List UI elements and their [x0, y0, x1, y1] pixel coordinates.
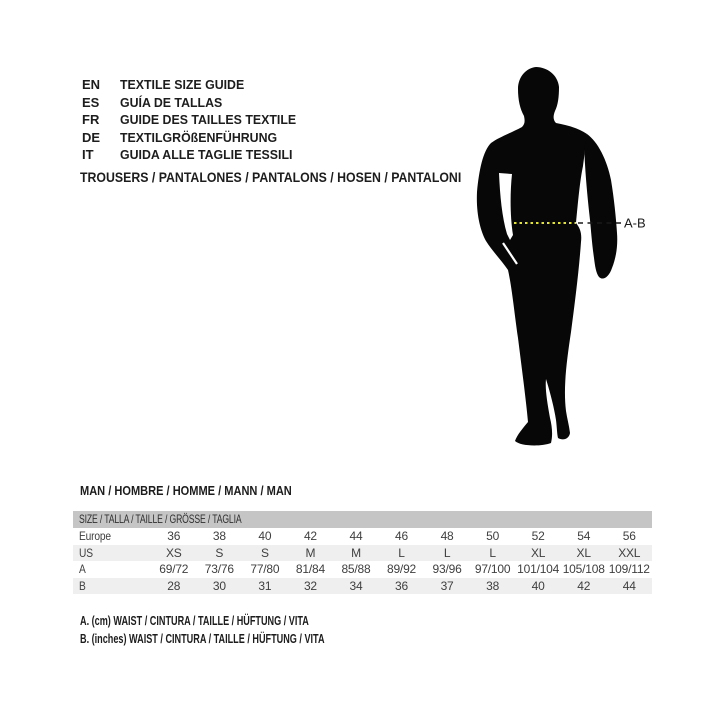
language-label: TEXTILGRÖßENFÜHRUNG [120, 129, 278, 145]
size-table-header: SIZE / TALLA / TAILLE / GRÖSSE / TAGLIA [73, 511, 652, 528]
size-table-cell: 54 [577, 529, 591, 543]
language-row [82, 146, 305, 164]
language-list [82, 76, 305, 164]
size-table-cell: 46 [395, 529, 408, 543]
size-table-cell: 69/72 [159, 562, 189, 576]
size-table-cell: 40 [531, 578, 545, 593]
size-table-cell: 42 [577, 578, 591, 593]
size-table-cell: 37 [440, 578, 454, 593]
size-table-row-label: Europe [79, 529, 111, 543]
language-label: GUIDE DES TAILLES TEXTILE [120, 112, 297, 127]
language-row [82, 76, 305, 94]
size-table-cell: S [260, 545, 269, 560]
size-table-cell: 93/96 [432, 562, 462, 576]
size-table-cell: XXL [618, 545, 641, 560]
size-table-cell: 52 [531, 529, 545, 543]
size-table-cell: 40 [258, 529, 272, 543]
table-section-title: MAN / HOMBRE / HOMME / MANN / MAN [80, 483, 292, 498]
size-table-cell: 101/104 [517, 562, 560, 576]
size-table-row-label: B [79, 578, 86, 593]
language-code: EN [82, 77, 101, 92]
size-table-cell: 50 [486, 529, 500, 543]
man-silhouette-path [477, 67, 587, 445]
language-row [82, 129, 305, 147]
size-table-cell: M [305, 545, 316, 560]
footnotes [80, 612, 429, 648]
size-table-cell: S [215, 545, 224, 560]
language-label: TEXTILE SIZE GUIDE [120, 77, 245, 92]
size-table-row [73, 561, 652, 578]
size-table-cell: 85/88 [341, 562, 371, 576]
size-table-cell: 73/76 [204, 562, 234, 576]
size-table-row [73, 578, 652, 595]
size-table-row [73, 528, 652, 545]
footnote-line: A. (cm) WAIST / CINTURA / TAILLE / HÜFTUNG / VITA [80, 613, 309, 628]
size-table [73, 511, 652, 594]
size-table-cell: XL [576, 545, 591, 560]
size-table-cell: 34 [349, 578, 363, 593]
size-table-cell: 42 [303, 529, 317, 543]
size-table-cell: L [489, 545, 496, 560]
size-table-row-label: US [79, 545, 93, 560]
man-silhouette-figure [440, 30, 680, 460]
size-table-cell: 48 [440, 529, 454, 543]
size-table-row [73, 545, 652, 562]
size-table-cell: 44 [622, 578, 636, 593]
size-table-cell: 77/80 [250, 562, 280, 576]
size-table-cell: 31 [258, 578, 272, 593]
size-table-cell: 30 [212, 578, 226, 593]
size-table-cell: 36 [167, 529, 181, 543]
size-table-cell: 38 [212, 529, 226, 543]
size-table-cell: 97/100 [474, 562, 511, 576]
size-table-cell: 81/84 [295, 562, 325, 576]
size-table-cell: L [443, 545, 451, 560]
size-table-cell: 28 [167, 578, 181, 593]
language-row [82, 111, 305, 129]
size-table-cell: 105/108 [562, 562, 605, 576]
waist-measure-label: A-B [624, 215, 646, 231]
language-code: FR [82, 112, 100, 127]
language-code: DE [82, 129, 101, 145]
language-label: GUÍA DE TALLAS [120, 94, 223, 110]
language-label: GUIDA ALLE TAGLIE TESSILI [120, 147, 293, 162]
man-silhouette-svg [440, 30, 680, 460]
size-table-cell: 36 [395, 578, 408, 593]
language-code: ES [82, 94, 100, 110]
size-table-cell: 38 [486, 578, 500, 593]
man-right-arm-path [585, 134, 618, 279]
language-row [82, 94, 305, 112]
size-table-cell: 32 [303, 578, 317, 593]
size-table-cell: 109/112 [608, 562, 650, 576]
size-table-cell: L [398, 545, 405, 560]
category-title: TROUSERS / PANTALONES / PANTALONS / HOSEN / PANTALONI [80, 169, 462, 185]
size-table-cell: XS [165, 545, 182, 560]
size-table-cell: 44 [349, 529, 363, 543]
language-code: IT [82, 147, 94, 162]
size-table-cell: XL [531, 545, 546, 560]
size-table-cell: 89/92 [386, 562, 417, 576]
size-table-body [73, 528, 652, 594]
size-table-cell: M [351, 545, 361, 560]
size-table-cell: 56 [622, 529, 636, 543]
footnote-line: B. (inches) WAIST / CINTURA / TAILLE / HÜFTUNG / VITA [80, 631, 325, 646]
size-table-row-label: A [79, 562, 86, 576]
